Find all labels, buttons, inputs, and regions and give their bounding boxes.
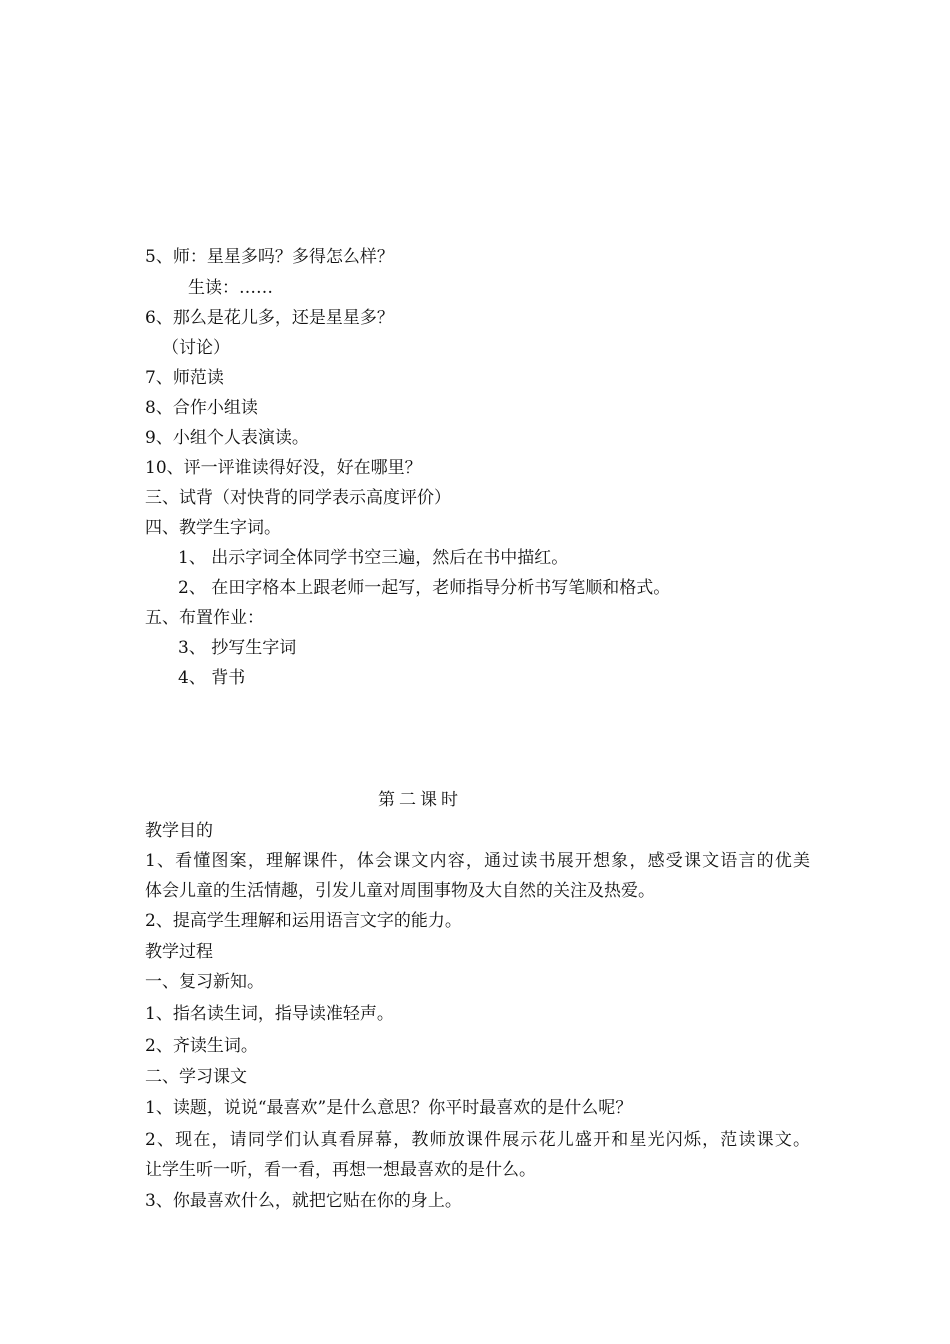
study-item-2-line-1: 2、现在，请同学们认真看屏幕，教师放课件展示花儿盛开和星光闪烁，范读课文。 (145, 1130, 810, 1150)
study-item-1: 1、读题，说说“最喜欢”是什么意思？你平时最喜欢的是什么呢？ (145, 1098, 633, 1118)
lesson-step-9: 9、小组个人表演读。 (145, 428, 309, 448)
study-item-2-line-2: 让学生听一听，看一看，再想一想最喜欢的是什么。 (145, 1160, 536, 1180)
homework-item-4: 4、 背书 (178, 668, 246, 688)
lesson-step-6: 6、那么是花儿多，还是星星多？ (145, 308, 394, 328)
second-lesson-title: 第二课时 (378, 790, 462, 810)
teaching-goals-heading: 教学目的 (145, 821, 213, 841)
review-item-2: 2、齐读生词。 (145, 1036, 258, 1056)
goal-2: 2、提高学生理解和运用语言文字的能力。 (145, 911, 462, 931)
study-text-heading: 二、学习课文 (145, 1067, 247, 1087)
goal-1-line-2: 体会儿童的生活情趣，引发儿童对周围事物及大自然的关注及热爱。 (145, 881, 655, 901)
review-heading: 一、复习新知。 (145, 972, 264, 992)
student-reading-note: 生读：…… (188, 278, 273, 298)
lesson-step-10: 10、评一评谁读得好没，好在哪里？ (145, 458, 422, 478)
section-four-heading: 四、教学生字词。 (145, 518, 281, 538)
study-item-3: 3、你最喜欢什么，就把它贴在你的身上。 (145, 1191, 462, 1211)
review-item-1: 1、指名读生词，指导读准轻声。 (145, 1004, 394, 1024)
lesson-step-8: 8、合作小组读 (145, 398, 258, 418)
section-four-item-1: 1、 出示字词全体同学书空三遍，然后在书中描红。 (178, 548, 569, 568)
section-five-heading: 五、布置作业： (145, 608, 264, 628)
lesson-step-5: 5、师：星星多吗？多得怎么样？ (145, 247, 394, 267)
lesson-step-7: 7、师范读 (145, 368, 224, 388)
section-four-item-2: 2、 在田字格本上跟老师一起写，老师指导分析书写笔顺和格式。 (178, 578, 671, 598)
section-three-heading: 三、试背（对快背的同学表示高度评价） (145, 488, 451, 508)
goal-1-line-1: 1、看懂图案，理解课件，体会课文内容，通过读书展开想象，感受课文语言的优美 (145, 851, 810, 871)
discussion-note: （讨论） (162, 338, 230, 358)
teaching-process-heading: 教学过程 (145, 942, 213, 962)
homework-item-3: 3、 抄写生字词 (178, 638, 297, 658)
